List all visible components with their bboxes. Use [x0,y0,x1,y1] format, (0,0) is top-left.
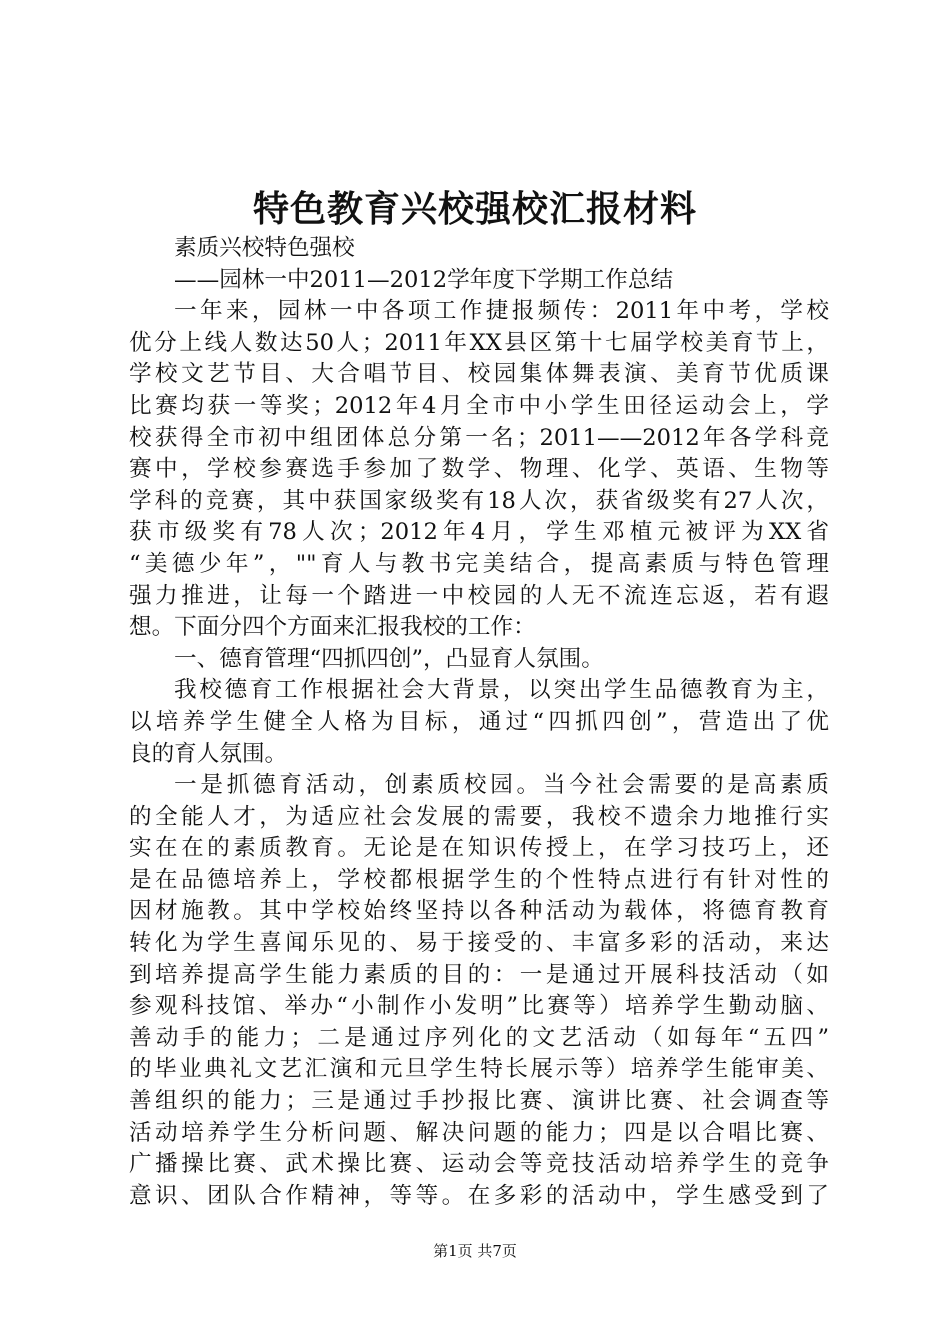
body-text-line: 实在在的素质教育。无论是在知识传授上，在学习技巧上，还 [129,835,829,862]
body-text-line: 善组织的能力；三是通过手抄报比赛、演讲比赛、社会调查等 [129,1088,829,1115]
body-text-line: 我校德育工作根据社会大背景，以突出学生品德教育为主， [174,677,829,704]
body-text-line: 转化为学生喜闻乐见的、易于接受的、丰富多彩的活动，来达 [129,930,829,957]
body-text-line: 素质兴校特色强校 [174,235,355,261]
body-text-line: 善动手的能力；二是通过序列化的文艺活动（如每年“五四” [129,1024,829,1051]
body-text-line: 强力推进，让每一个踏进一中校园的人无不流连忘返，若有遐 [129,582,829,609]
body-text-line: 活动培养学生分析问题、解决问题的能力；四是以合唱比赛、 [129,1119,829,1146]
body-text-line: ——园林一中2011—2012学年度下学期工作总结 [174,266,674,293]
body-text-line: 到培养提高学生能力素质的目的：一是通过开展科技活动（如 [129,961,829,988]
body-text-line: 一年来，园林一中各项工作捷报频传：2011年中考，学校 [174,298,829,325]
body-text-line: 获市级奖有78人次；2012年4月，学生邓植元被评为XX省 [129,519,829,546]
body-text-line: 广播操比赛、武术操比赛、运动会等竞技活动培养学生的竞争 [129,1151,829,1178]
body-text-line: 良的育人氛围。 [129,740,288,767]
body-text-line: 一、德育管理“四抓四创”，凸显育人氛围。 [174,645,604,672]
body-text-line: 的全能人才，为适应社会发展的需要，我校不遗余力地推行实 [129,803,829,830]
body-text-line: 优分上线人数达50人；2011年XX县区第十七届学校美育节上， [129,329,829,356]
body-text-line: “美德少年”，""育人与教书完美结合，提高素质与特色管理 [129,550,829,577]
document-body [129,233,829,1212]
body-text-line: 学校文艺节目、大合唱节目、校园集体舞表演、美育节优质课 [129,361,829,388]
body-text-line: 比赛均获一等奖；2012年4月全市中小学生田径运动会上，学 [129,392,829,419]
body-text-line: 因材施教。其中学校始终坚持以各种活动为载体，将德育教育 [129,898,829,925]
body-text-line: 是在品德培养上，学校都根据学生的个性特点进行有针对性的 [129,866,829,893]
body-text-line: 一是抓德育活动，创素质校园。当今社会需要的是高素质 [174,772,829,799]
body-text-line: 学科的竞赛，其中获国家级奖有18人次，获省级奖有27人次， [129,487,829,514]
body-text-line: 参观科技馆、举办“小制作小发明”比赛等）培养学生勤动脑、 [129,993,829,1020]
page-footer: 第1页 共7页 [433,1242,517,1260]
document-title: 特色教育兴校强校汇报材料 [252,188,697,230]
body-text-line: 的毕业典礼文艺汇演和元旦学生特长展示等）培养学生能审美、 [129,1056,829,1083]
body-text-line: 以培养学生健全人格为目标，通过“四抓四创”，营造出了优 [129,708,829,735]
body-text-line: 校获得全市初中组团体总分第一名；2011——2012年各学科竞 [129,424,829,451]
body-text-line: 赛中，学校参赛选手参加了数学、物理、化学、英语、生物等 [129,456,829,483]
body-text-line: 想。下面分四个方面来汇报我校的工作： [129,614,536,641]
body-text-line: 意识、团队合作精神，等等。在多彩的活动中，学生感受到了 [129,1182,829,1209]
